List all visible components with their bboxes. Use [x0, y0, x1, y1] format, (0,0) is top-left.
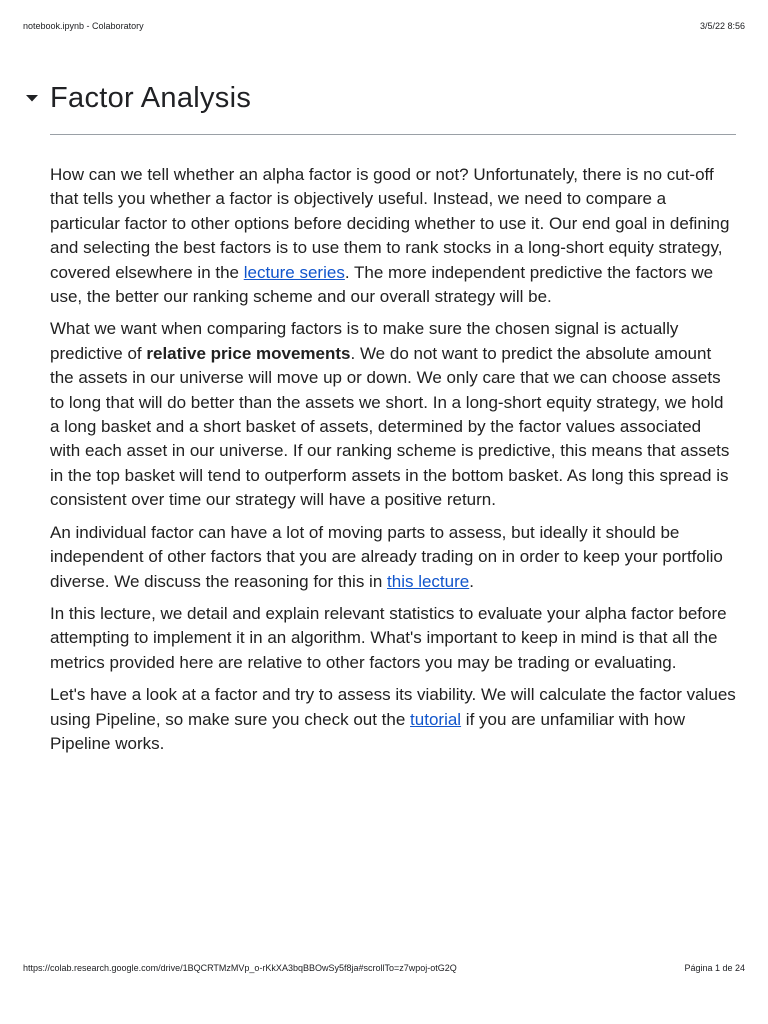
text-segment: . — [469, 571, 474, 591]
heading-divider — [50, 134, 736, 135]
bold-text: relative price movements — [146, 343, 351, 363]
text-segment: . We do not want to predict the absolute amount the assets in our universe will move up or down. We only care that we can choose assets to long that will do better than the assets we short. In a long-short equity strategy, we hold a long basket and a short basket of assets, determined by the factor values associated with each asset in our universe. If our ranking scheme is predictive, this means that assets in the top basket will tend to outperform assets in the bottom basket. As long this spread is consistent over time our strategy will have a positive return. — [50, 343, 730, 510]
paragraph-5 — [50, 683, 736, 756]
text-segment: An individual factor can have a lot of moving parts to assess, but ideally it should be independent of other factors that you are already trading on in order to keep your portfolio diverse. We discuss the reasoning for this in — [50, 522, 723, 591]
text-segment: What we want when comparing factors is to make sure the chosen signal is actually predictive of — [50, 319, 679, 363]
print-header-datetime: 3/5/22 8:56 — [699, 21, 745, 31]
caret-down-icon[interactable] — [22, 88, 44, 110]
paragraph-2 — [50, 317, 736, 512]
markdown-cell — [50, 163, 736, 764]
print-footer-url: https://colab.research.google.com/drive/1BQCRTMzMVp_o-rKkXA3bqBBOwSy5f8ja#scrollTo=z7wpoj-otG2Q — [23, 963, 457, 973]
print-footer — [23, 961, 745, 975]
caret-down-icon-shape — [26, 95, 38, 102]
section-heading — [22, 82, 736, 115]
text-segment: Let's have a look at a factor and try to assess its viability. We will calculate the factor values using Pipeline, so make sure you check out the — [50, 685, 736, 729]
paragraph-3 — [50, 521, 736, 594]
print-footer-page: Página 1 de 24 — [684, 963, 745, 973]
text-segment: . The more independent predictive the factors we use, the better our ranking scheme and our overall strategy will be. — [50, 262, 714, 307]
tutorial-link[interactable]: tutorial — [410, 709, 462, 729]
text-segment: How can we tell whether an alpha factor is good or not? Unfortunately, there is no cut-off that tells you whether a factor is objectively useful. Instead, we need to compare a particular factor to other options before deciding whether to use it. Our end goal in defining and selecting the best factors is to use them to rank stocks in a long-short equity strategy, covered elsewhere in the — [50, 165, 730, 282]
section-title: Factor Analysis — [50, 82, 252, 114]
text-segment: if you are unfamiliar with how Pipeline works. — [50, 709, 686, 753]
paragraph-1 — [50, 163, 736, 309]
text-segment: In this lecture, we detail and explain relevant statistics to evaluate your alpha factor before attempting to implement it in an algorithm. What's important to keep in mind is that all the metrics provided here are relative to other factors you may be trading or evaluating. — [50, 603, 727, 672]
lecture-series-link[interactable]: lecture series — [243, 262, 345, 282]
print-header — [23, 19, 745, 33]
paragraph-4 — [50, 602, 736, 675]
this-lecture-link[interactable]: this lecture — [387, 571, 470, 591]
print-header-title: notebook.ipynb - Colaboratory — [23, 21, 144, 31]
